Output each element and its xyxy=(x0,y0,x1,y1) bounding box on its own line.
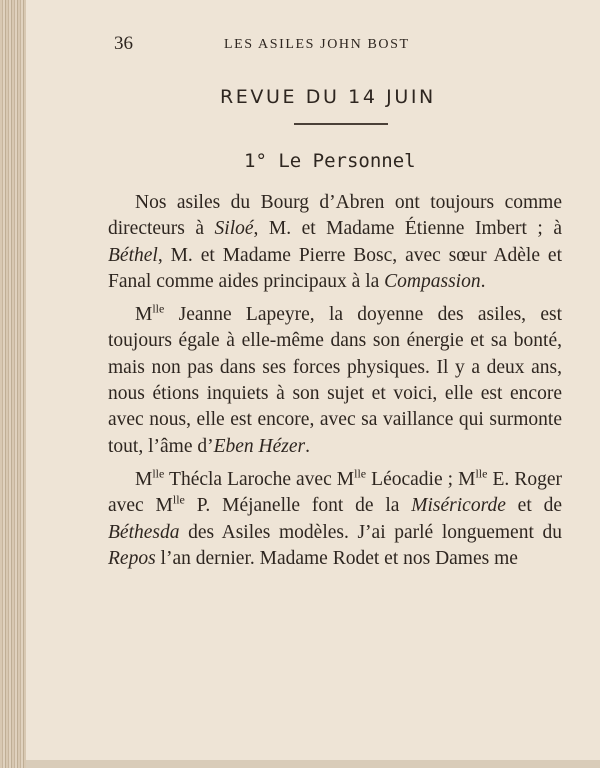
text-run: et de xyxy=(505,495,562,517)
text-run: des Asiles modèles. J’ai parlé longuement du xyxy=(179,521,562,543)
subsection-title: 1° Le Personnel xyxy=(244,150,416,172)
honorific: M xyxy=(336,468,355,490)
asile-name-misericorde: Miséricorde xyxy=(411,495,506,517)
honorific-superscript: lle xyxy=(354,466,367,481)
paragraph-laroche xyxy=(108,467,562,572)
text-run: . xyxy=(305,435,310,457)
honorific-superscript: lle xyxy=(152,301,165,316)
title-divider xyxy=(294,123,388,125)
text-run: Nos asiles du Bourg d’Abren ont toujours comme directeurs à xyxy=(108,192,562,240)
text-run: Thécla Laroche avec xyxy=(164,468,337,490)
running-head-title: LES ASILES JOHN BOST xyxy=(224,37,410,52)
running-head xyxy=(26,33,600,57)
text-run: E. Roger avec xyxy=(108,468,562,517)
text-run: l’an dernier. Madame Rodet et nos Dames me xyxy=(155,547,518,569)
text-run: , M. et Madame Pierre Bosc, avec sœur Adèle et Fanal comme aides principaux à la xyxy=(108,244,562,292)
book-page xyxy=(26,0,600,768)
asile-name-compassion: Compassion xyxy=(384,270,481,292)
page-stack-edges xyxy=(0,0,26,768)
honorific: M xyxy=(135,304,153,326)
paragraph-lapeyre xyxy=(108,302,562,460)
text-run: Jeanne Lapeyre, la doyenne des asiles, est toujours égale à elle-même dans son énergie et sa bonté, mais non pas dans ses forces physiques. Il y a deux ans, nous étions inquiets à son sujet et voici, elle est encore avec nous, elle est encore, avec sa vaillance qui surmonte tout, l’âme d’ xyxy=(108,304,562,457)
honorific: M xyxy=(155,495,173,517)
page-number: 36 xyxy=(114,33,133,54)
honorific-superscript: lle xyxy=(152,466,165,481)
asile-name-repos: Repos xyxy=(108,547,156,569)
honorific-superscript: lle xyxy=(475,466,488,481)
honorific-superscript: lle xyxy=(172,492,185,507)
text-run: . xyxy=(480,270,486,292)
text-run: P. Méjanelle font de la xyxy=(184,495,412,517)
page-bottom-edge xyxy=(26,760,600,768)
paragraph-directeurs xyxy=(108,190,562,295)
section-title: REVUE DU 14 JUIN xyxy=(220,86,436,108)
honorific: M xyxy=(458,468,476,490)
body-text xyxy=(108,190,562,572)
asile-name-siloe: Siloé xyxy=(214,218,254,240)
honorific: M xyxy=(135,468,153,490)
asile-name-eben-hezer: Eben Hézer xyxy=(213,435,306,457)
text-run: , M. et Madame Étienne Imbert ; à xyxy=(253,218,562,240)
asile-name-bethel: Béthel xyxy=(108,244,158,266)
asile-name-bethesda: Béthesda xyxy=(108,521,180,543)
text-run: Léocadie ; xyxy=(366,468,459,490)
